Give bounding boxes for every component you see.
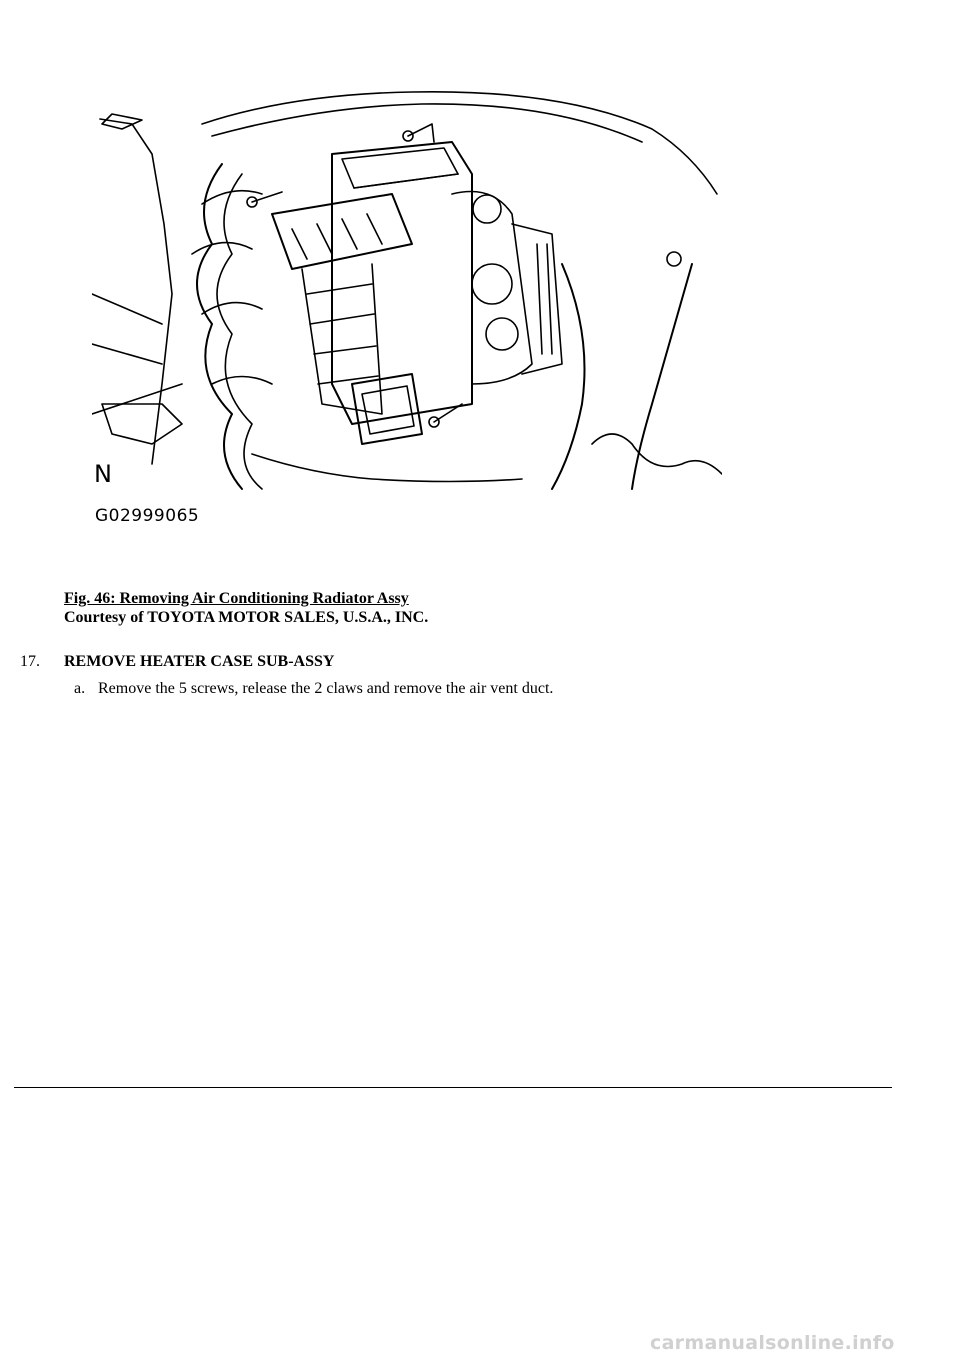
site-watermark: carmanualsonline.info: [650, 1332, 895, 1354]
figure-title-link[interactable]: Fig. 46: Removing Air Conditioning Radiator Assy: [64, 590, 409, 607]
figure-caption: [64, 589, 428, 627]
substep-label: a.: [74, 680, 86, 697]
step-title: REMOVE HEATER CASE SUB-ASSY: [64, 653, 335, 670]
north-marker: N: [94, 460, 112, 488]
substep-item: [74, 680, 553, 698]
substep-text: Remove the 5 screws, release the 2 claws and remove the air vent duct.: [98, 680, 554, 697]
step-number: 17.: [20, 653, 40, 670]
page-divider: [14, 1087, 892, 1088]
figure-id-label: G02999065: [95, 506, 200, 526]
heater-assembly-illustration: [92, 84, 722, 494]
figure-courtesy: Courtesy of TOYOTA MOTOR SALES, U.S.A., INC.: [64, 609, 429, 626]
